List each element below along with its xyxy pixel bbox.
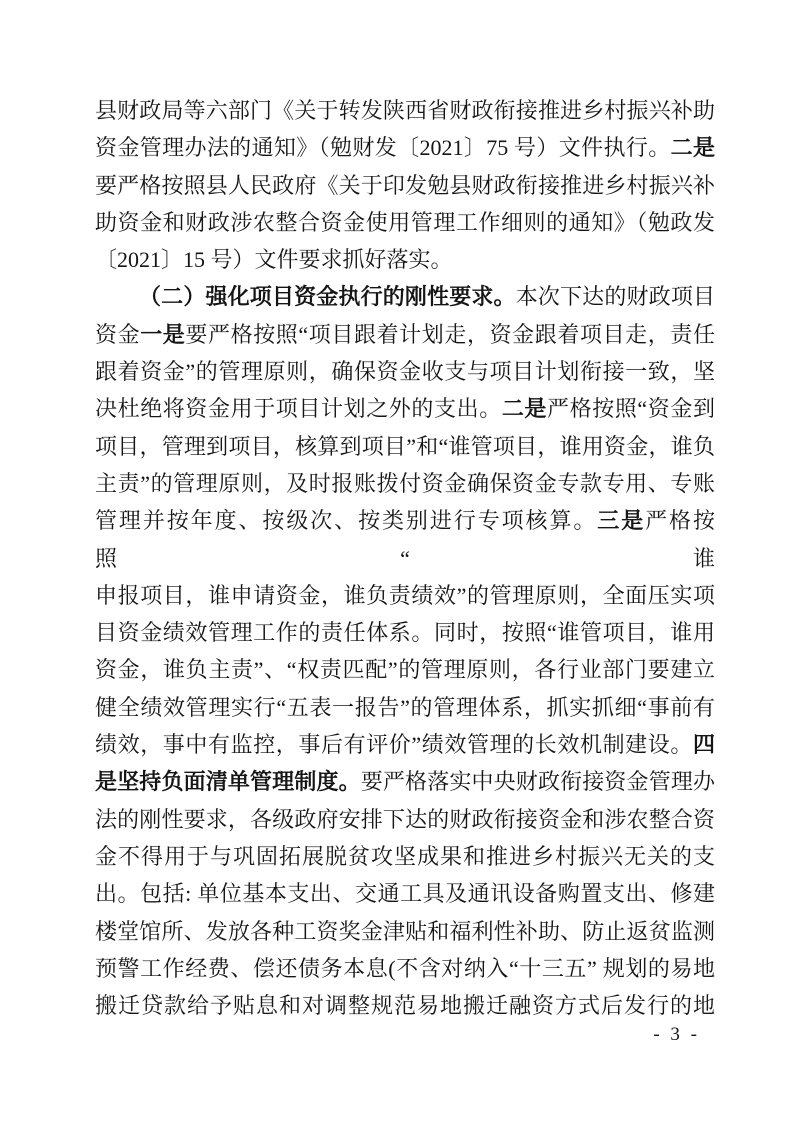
body-text: 县财政局等六部门《关于转发陕西省财政衔接推进乡村振兴补助 xyxy=(95,98,715,123)
text-line xyxy=(95,390,715,427)
body-text: 健全绩效管理实行“五表一报告”的管理体系，抓实抓细“事前有 xyxy=(95,694,715,720)
body-text: 〔2021〕15 号）文件要求抓好落实。 xyxy=(95,247,453,273)
text-line xyxy=(95,838,715,875)
body-text: 管理并按年度、按级次、按类别进行专项核算。 xyxy=(95,508,598,534)
body-text: 法的刚性要求，各级政府安排下达的财政衔接资金和涉农整合资 xyxy=(95,806,715,832)
body-text: 预警工作经费、偿还债务本息(不含对纳入“十三五” 规划的易地 xyxy=(95,955,715,981)
text-line xyxy=(95,801,715,838)
text-line xyxy=(95,913,715,950)
text-line xyxy=(95,502,715,577)
text-line xyxy=(95,577,715,614)
emphasis-text: 二是 xyxy=(501,396,548,422)
body-text: 绩效，事中有监控，事后有评价”绩效管理的长效机制建设。 xyxy=(95,732,693,758)
text-line xyxy=(95,763,715,800)
emphasis-text: 四 xyxy=(692,732,715,758)
text-line xyxy=(95,278,715,315)
body-text: 出。包括: 单位基本支出、交通工具及通讯设备购置支出、修建 xyxy=(95,881,715,907)
document-body xyxy=(95,92,715,1024)
body-text: 本次下达的财政项目 xyxy=(515,284,715,310)
body-text: 决杜绝将资金用于项目计划之外的支出。 xyxy=(95,396,502,422)
body-text: 严格按照“资金到 xyxy=(547,396,715,422)
emphasis-text: 一是 xyxy=(140,321,186,347)
body-text: 资金 xyxy=(95,321,141,347)
text-line xyxy=(95,614,715,651)
page-number: - 3 - xyxy=(653,1024,700,1045)
body-text: 跟着资金”的管理原则，确保资金收支与项目计划衔接一致，坚 xyxy=(95,359,715,385)
text-line xyxy=(95,726,715,763)
body-text: 要严格按照“项目跟着计划走，资金跟着项目走，责任 xyxy=(185,321,715,347)
body-text: 楼堂馆所、发放各种工资奖金津贴和福利性补助、防止返贫监测 xyxy=(95,918,715,944)
emphasis-text: 是坚持负面清单管理制度。 xyxy=(95,769,361,795)
text-line xyxy=(95,204,715,241)
text-line xyxy=(95,465,715,502)
emphasis-text: 三是 xyxy=(597,508,646,534)
text-line xyxy=(95,92,715,129)
text-line xyxy=(95,651,715,688)
body-text: 要严格落实中央财政衔接资金管理办 xyxy=(360,769,715,795)
text-line xyxy=(95,875,715,912)
body-text: 目资金绩效管理工作的责任体系。同时，按照“谁管项目，谁用 xyxy=(95,620,715,646)
body-text: 主责”的管理原则，及时报账拨付资金确保资金专款专用、专账 xyxy=(95,470,715,496)
text-line xyxy=(95,353,715,390)
text-line xyxy=(95,950,715,987)
text-line xyxy=(95,428,715,465)
text-line xyxy=(95,689,715,726)
emphasis-text: 二是 xyxy=(670,135,715,161)
body-text: 资金，谁负主责”、“权责匹配”的管理原则，各行业部门要建立 xyxy=(95,657,715,683)
text-line xyxy=(95,316,715,353)
body-text: 搬迁贷款给予贴息和对调整规范易地搬迁融资方式后发行的地 xyxy=(95,993,715,1019)
body-text: 要严格按照县人民政府《关于印发勉县财政衔接推进乡村振兴补 xyxy=(95,172,715,198)
emphasis-text: （二）强化项目资金执行的刚性要求。 xyxy=(139,284,516,310)
text-line xyxy=(95,129,715,166)
text-line xyxy=(95,241,715,278)
text-line xyxy=(95,987,715,1024)
text-line xyxy=(95,167,715,204)
body-text: 严格按照“谁 xyxy=(95,508,715,571)
body-text: 金不得用于与巩固拓展脱贫攻坚成果和推进乡村振兴无关的支 xyxy=(95,843,715,869)
body-text: 助资金和财政涉农整合资金使用管理工作细则的通知》（勉政发 xyxy=(95,209,715,235)
body-text: 资金管理办法的通知》（勉财发〔2021〕75 号）文件执行。 xyxy=(95,135,671,161)
body-text: 申报项目，谁申请资金，谁负责绩效”的管理原则，全面压实项 xyxy=(95,582,715,608)
body-text: 项目，管理到项目，核算到项目”和“谁管项目，谁用资金，谁负 xyxy=(95,433,715,459)
